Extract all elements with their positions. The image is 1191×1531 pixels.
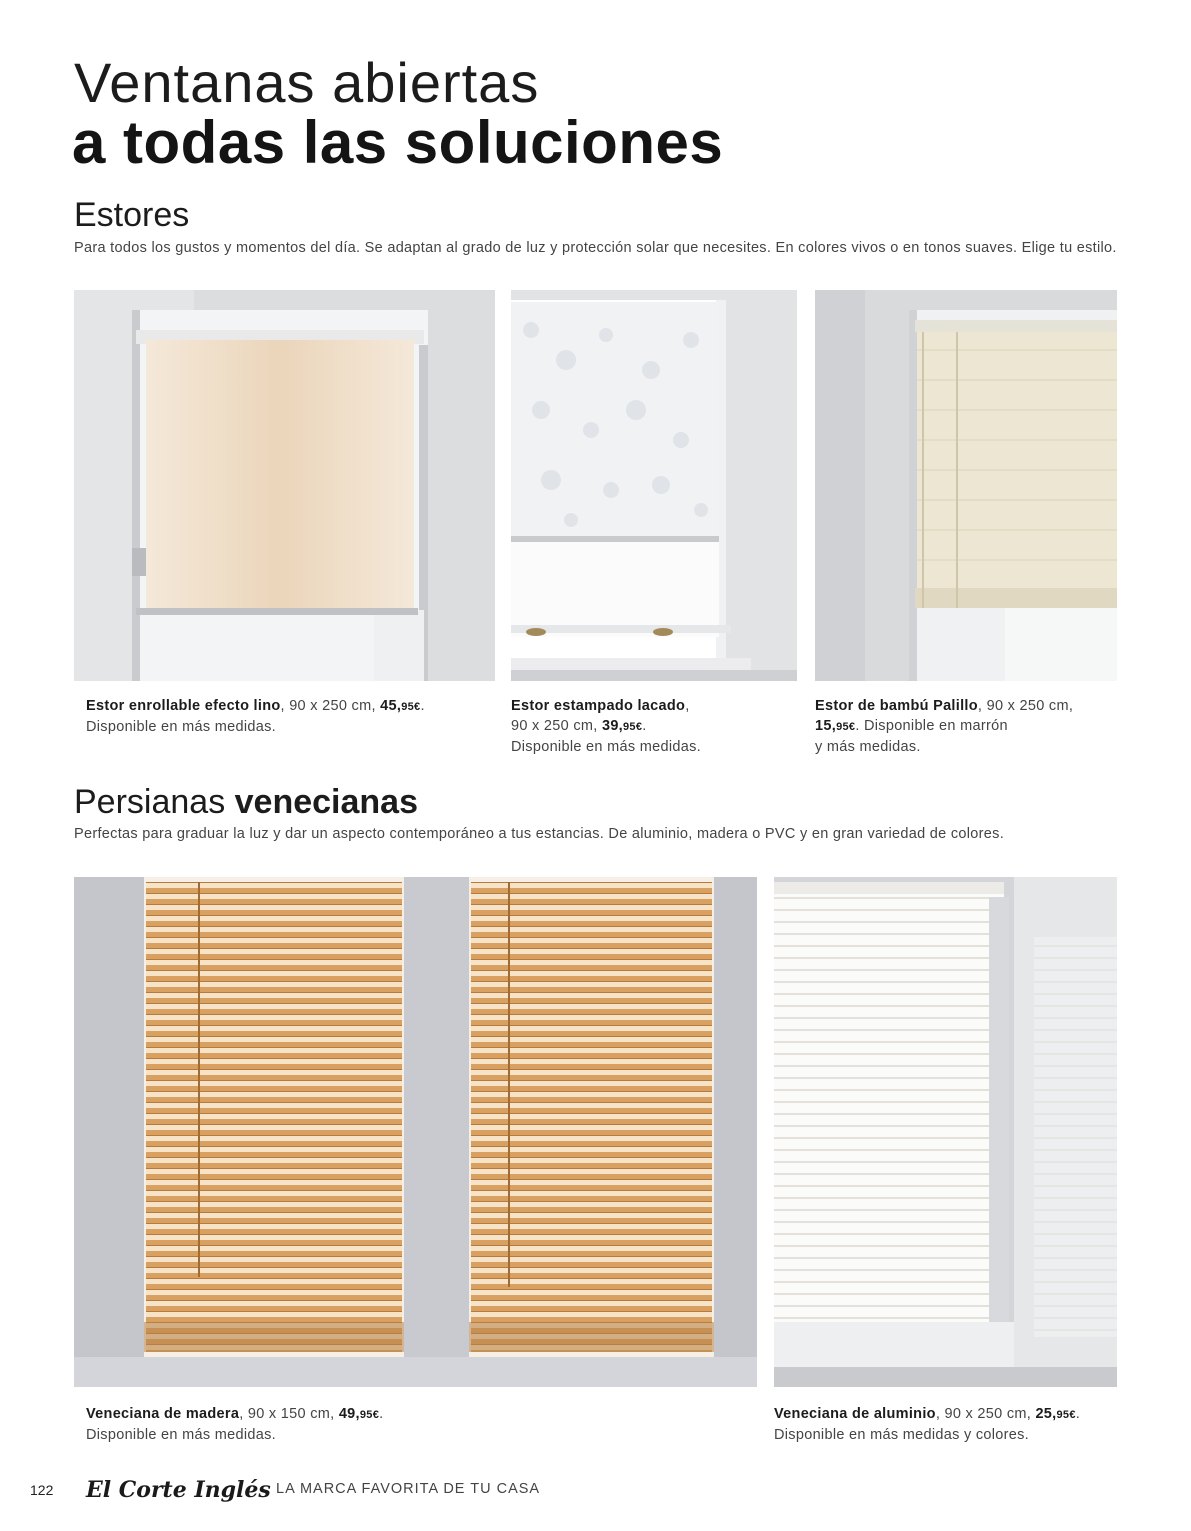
product-photo-bamboo-blind [815, 290, 1117, 681]
product-price: 15,95€ [815, 718, 856, 734]
section-title-estores: Estores [74, 196, 190, 234]
product-size: , 90 x 250 cm, [977, 698, 1074, 714]
product-name: Estor enrollable efecto lino [86, 698, 281, 714]
product-name: Veneciana de aluminio [774, 1406, 936, 1422]
product-size: , 90 x 250 cm, [935, 1406, 1036, 1422]
product-availability: Disponible en más medidas. [86, 719, 276, 735]
product-size: 90 x 250 cm, [511, 718, 602, 734]
product-caption-wooden-venetian-blind: Veneciana de madera, 90 x 150 cm, 49,95€. Disponible en más medidas. [86, 1406, 384, 1443]
section-title-venecianas: Persianas venecianas [74, 783, 418, 821]
section-description-venecianas: Perfectas para graduar la luz y dar un aspecto contemporáneo a tus estancias. De aluminio, madera o PVC y en gran variedad de colores. [74, 826, 1005, 842]
product-name: Estor estampado lacado [511, 698, 686, 714]
page-title-line1: Ventanas abiertas [74, 51, 540, 114]
brand-logo [84, 1472, 271, 1506]
product-name: Estor de bambú Palillo [815, 698, 978, 714]
product-availability: Disponible en más medidas. [86, 1427, 276, 1443]
product-price: 45,95€ [380, 698, 421, 714]
product-price: 39,95€ [601, 718, 643, 734]
page-number: 122 [30, 1482, 54, 1498]
product-size: , 90 x 150 cm, [239, 1406, 339, 1422]
product-availability: Disponible en más medidas y colores. [774, 1427, 1029, 1443]
product-photo-printed-blind [511, 290, 797, 681]
product-price: 49,95€ [338, 1406, 380, 1422]
footer-tagline: LA MARCA FAVORITA DE TU CASA [276, 1481, 541, 1497]
product-caption-aluminium-venetian-blind: Veneciana de aluminio, 90 x 250 cm, 25,95€. Disponible en más medidas y colores. [774, 1406, 1081, 1443]
product-photo-aluminium-venetian-blind [774, 877, 1117, 1387]
product-photo-wooden-venetian-blind [74, 877, 757, 1387]
section-description-estores: Para todos los gustos y momentos del día. Se adaptan al grado de luz y protección solar que necesites. En colores vivos o en tonos suaves. Elige tu estilo. [74, 240, 1117, 256]
product-caption-printed-blind: Estor estampado lacado, 90 x 250 cm, 39,95€. Disponible en más medidas. [511, 698, 701, 755]
product-photo-linen-roller-blind [74, 290, 495, 681]
product-size: , 90 x 250 cm, [280, 698, 381, 714]
product-availability: Disponible en más medidas. [511, 739, 701, 755]
product-caption-bamboo-blind: Estor de bambú Palillo, 90 x 250 cm, 15,95€. Disponible en marrón y más medidas. [815, 698, 1074, 755]
page-title-line2: a todas las soluciones [72, 109, 724, 176]
product-name: Veneciana de madera [86, 1406, 240, 1422]
brand-logo-wordmark: El Corte Inglés [86, 1477, 271, 1503]
product-price: 25,95€ [1035, 1406, 1076, 1422]
product-caption-linen-roller-blind: Estor enrollable efecto lino, 90 x 250 cm, 45,95€. Disponible en más medidas. [86, 698, 425, 735]
product-availability: y más medidas. [815, 739, 921, 755]
